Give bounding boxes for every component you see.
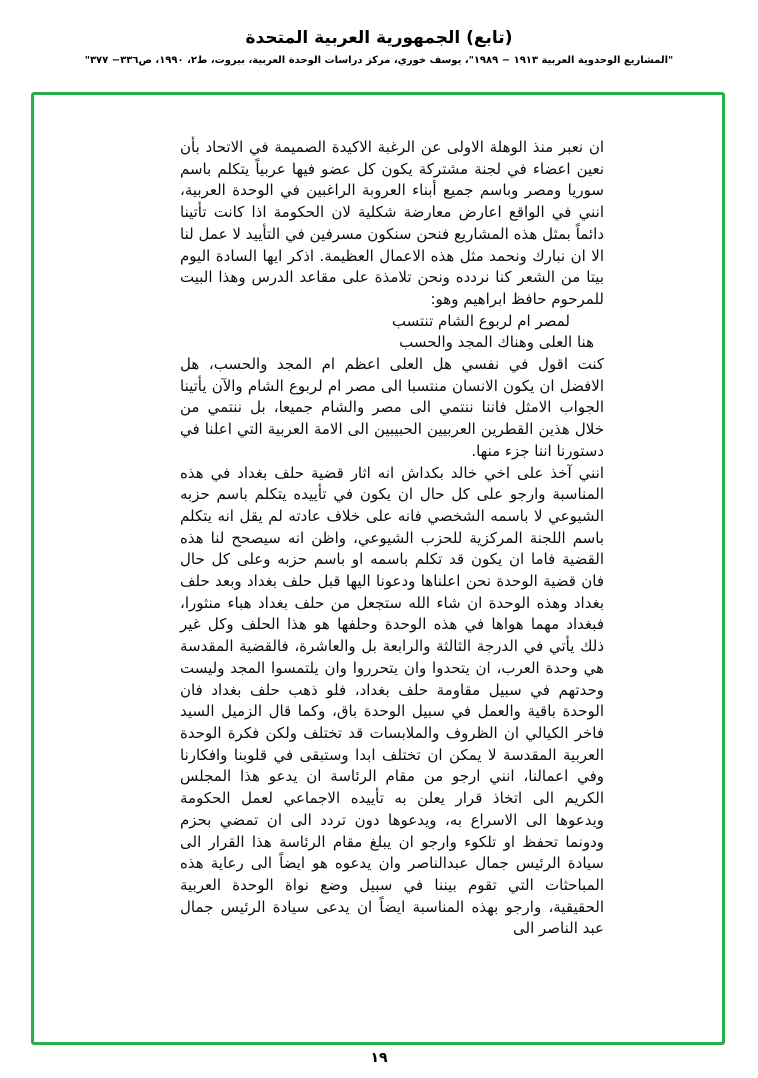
- body-text-column: [180, 137, 604, 940]
- paragraph-main-speech: انني آخذ على اخي خالد بكداش انه اثار قضية حلف بغداد في هذه المناسبة وارجو على كل حال ان يكون في تأييده يتكلم باسم حزبه الشيوعي لا باسمه الشخصي فانه على خلاف عادته لم يقل انه يتكلم باسم اللجنة المركزية للحزب الشيوعي، واظن انه سيصحح لنا هذه القضية فاما ان يكون قد تكلم باسمه او باسم حزبه وعلى كل حال فان قضية الوحدة نحن اعلناها ودعونا اليها قبل حلف بغداد وبعد حلف بغداد وهذه الوحدة ان شاء الله ستجعل من حلف بغداد هباء منثورا، فبغداد مهما هواها في هذه الوحدة وحلفها هو هذا الحلف وكل غير ذلك يأتي في الدرجة الثالثة والرابعة بل والعاشرة، فالقضية المقدسة هي وحدة العرب، ان يتحدوا وان يتحرروا وان يلتمسوا المجد وليست وحدتهم في سبيل مقاومة حلف بغداد، فلو ذهب حلف بغداد فان الوحدة باقية والعمل في سبيل الوحدة باق، وكما قال الزميل السيد فاخر الكيالي ان الظروف والملابسات قد تختلف ولكن فكرة الوحدة العربية المقدسة لا يمكن ان تختلف ابدا وستبقى في قلوبنا وافكارنا وفي اعمالنا، انني ارجو من مقام الرئاسة ان يدعو هذا المجلس الكريم الى اتخاذ قرار يعلن به تأييده الاجماعي لعمل الحكومة ويدعوها الى الاسراع به، ويدعوها دون تردد الى ان تمضي بحزم ودونما تحفظ او تلكوء وارجو ان يبلغ مقام الرئاسة هذا القرار الى سيادة الرئيس جمال عبدالناصر وان يدعوه هو ايضاً الى رعاية هذه المباحثات التي تقوم بيننا في سبيل وضع نواة الوحدة العربية الحقيقية، وارجو بهذه المناسبة ايضاً ان يدعى سيادة الرئيس جمال عبد الناصر الى: [180, 463, 604, 938]
- green-border-frame: [31, 92, 725, 1045]
- source-citation: "المشاريع الوحدوية العربية ١٩١٣ − ١٩٨٩"، يوسف خوري، مركز دراسات الوحدة العربية، بيروت، ط٢، ١٩٩٠، ص٣٣٦− ٣٧٧": [84, 55, 674, 66]
- paragraph-speech-intro: ان نعبر منذ الوهلة الاولى عن الرغبة الاكيدة الصميمة في الاتحاد بأن نعين اعضاء في لجنة مشتركة يكون كل عضو فيها عربياً يتكلم باسم سوريا ومصر وباسم جميع أبناء العروبة الراغبين في الوحدة العربية، انني في الواقع اعارض معارضة شكلية لان الحكومة اذا كانت تأتينا دائماً بمثل هذه المشاريع فنحن سنكون مسرفين في التأييد لا عمل لنا الا ان نبارك ونحمد مثل هذه الاعمال العظيمة. اذكر ايها السادة اليوم بيتا من الشعر كنا نردده ونحن تلامذة على مقاعد الدرس وهذا البيت للمرحوم حافظ ابراهيم وهو:: [180, 138, 604, 308]
- paragraph-reflection: كنت اقول في نفسي هل العلى اعظم ام المجد والحسب، هل الافضل ان يكون الانسان منتسبا الى مصر ام لربوع الشام والآن يأتينا الجواب الامثل فاننا ننتمي الى مصر والشام جميعا، بل ننتمي من خلال هذين القطرين العربيين الحبيبين الى الامة العربية التي اعلنا في دستورنا اننا جزء منها.: [180, 355, 604, 460]
- page-title: (تابع) الجمهورية العربية المتحدة: [245, 28, 513, 48]
- poem-line-second: هنا العلى وهناك المجد والحسب: [399, 333, 594, 352]
- page-header: [0, 28, 758, 66]
- page-number: ١٩: [370, 1050, 388, 1066]
- poem-line-first: لمصر ام لربوع الشام تنتسب: [391, 311, 570, 330]
